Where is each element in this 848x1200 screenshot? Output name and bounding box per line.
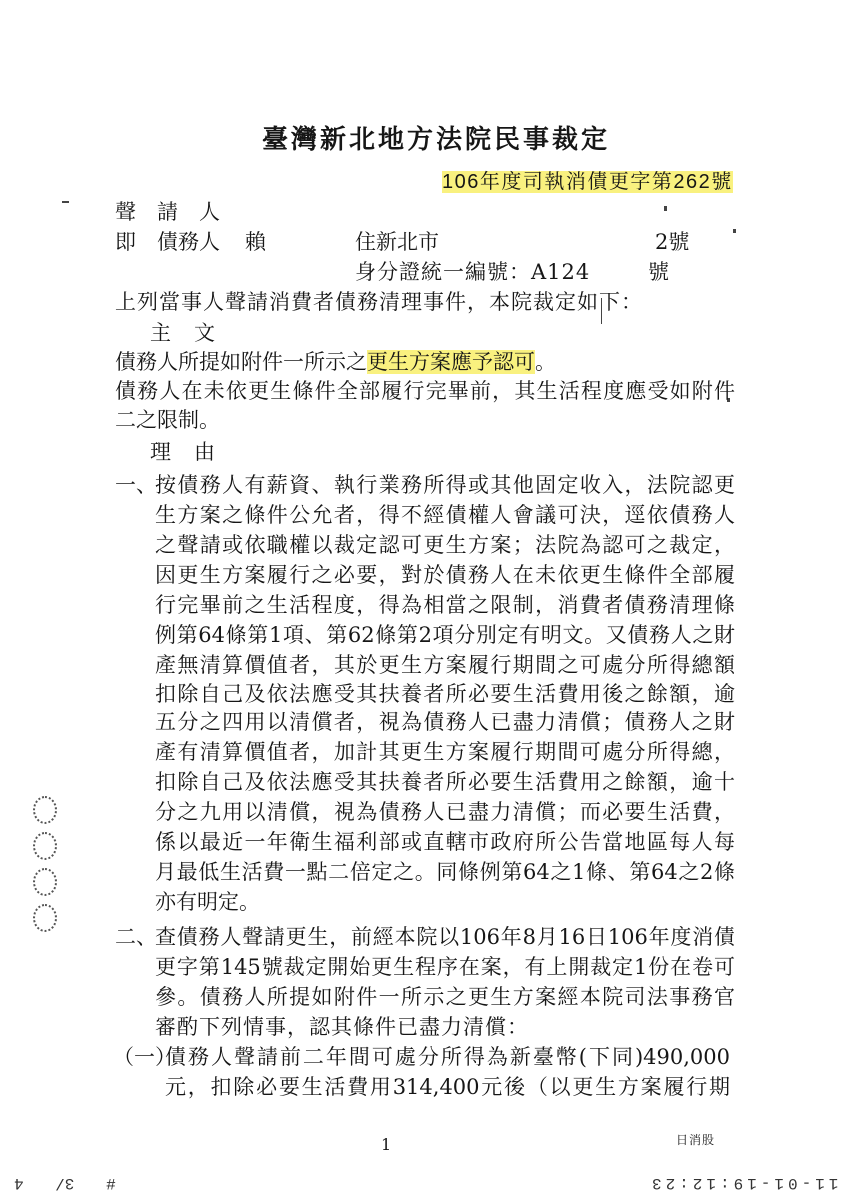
section-1-line: 行完畢前之生活程度，得為相當之限制，消費者債務清理條 <box>155 593 735 617</box>
section-1-line: 按債務人有薪資、執行業務所得或其他固定收入，法院認更 <box>155 473 735 497</box>
order-1-prefix: 債務人所提如附件一所示之 <box>115 350 367 374</box>
section-1-line: 扣除自己及依法應受其扶養者所必要生活費用之餘額，逾十 <box>155 770 735 794</box>
section-1-line: 五分之四用以清償者，視為債務人已盡力清償；債務人之財 <box>155 710 735 734</box>
order-2-line: 二之限制。 <box>115 408 220 432</box>
intro-statement: 上列當事人聲請消費者債務清理事件，本院裁定如下： <box>115 290 643 314</box>
section-1-line: 係以最近一年衛生福利部或直轄市政府所公告當地區每人每 <box>155 830 735 854</box>
section-2-line: 參。債務人所提如附件一所示之更生方案經本院司法事務官 <box>155 985 735 1009</box>
section-1-line: 之聲請或依職權以裁定認可更生方案；法院為認可之裁定， <box>155 533 735 557</box>
item-1-line: 債務人聲請前二年間可處分所得為新臺幣(下同)490,000 <box>165 1045 730 1069</box>
court-division: 日消股 <box>676 1133 716 1147</box>
debtor-name: 賴 <box>245 230 266 254</box>
section-1-line: 產有清算價值者，加計其更生方案履行期間可處分所得總， <box>155 740 735 764</box>
court-title: 臺灣新北地方法院民事裁定 <box>262 125 611 155</box>
section-2-line: 更字第145號裁定開始更生程序在案，有上開裁定1份在卷可 <box>155 955 735 979</box>
punch-hole-mark <box>33 868 57 896</box>
section-1-line: 產無清算價值者，其於更生方案履行期間之可處分所得總額 <box>155 653 735 677</box>
punch-hole-mark <box>33 796 57 824</box>
section-1-line: 亦有明定。 <box>155 890 260 914</box>
fax-page-counter: # 3/ 4 <box>14 1174 116 1192</box>
item-1-line: 元，扣除必要生活費用314,400元後（以更生方案履行期 <box>165 1075 730 1099</box>
scan-speck <box>62 201 69 203</box>
case-number-highlight: 106年度司執消債更字第262號 <box>442 171 733 193</box>
section-1-line: 扣除自己及依法應受其扶養者所必要生活費用後之餘額，逾 <box>155 682 735 706</box>
address-tail: 2號 <box>655 230 690 254</box>
reasons-heading: 理 由 <box>150 440 216 464</box>
main-text-heading: 主 文 <box>150 321 216 345</box>
section-1-line: 分之九用以清償，視為債務人已盡力清償；而必要生活費， <box>155 800 735 824</box>
case-number <box>442 170 733 194</box>
debtor-label: 即 債務人 <box>115 230 220 254</box>
section-1-line: 生方案之條件公允者，得不經債權人會議可決，逕依債務人 <box>155 503 735 527</box>
id-number-label: 身分證統一編號：A124 <box>355 260 591 284</box>
section-2-line: 審酌下列情事，認其條件已盡力清償： <box>155 1015 529 1039</box>
applicant-label: 聲 請 人 <box>115 200 220 224</box>
section-2-marker: 二、 <box>115 925 157 949</box>
fax-timestamp: 11-01-19:12:23 <box>648 1174 839 1192</box>
section-1-marker: 一、 <box>115 473 157 497</box>
order-1 <box>115 347 556 377</box>
id-number-tail: 號 <box>648 260 669 284</box>
page-number: 1 <box>381 1135 392 1154</box>
order-1-highlight: 更生方案應予認可 <box>367 350 535 374</box>
section-1-line: 例第64條第1項、第62條第2項分別定有明文。又債務人之財 <box>155 623 735 647</box>
scan-speck <box>733 229 736 233</box>
section-1-line: 月最低生活費一點二倍定之。同條例第64之1條、第64之2條 <box>155 860 735 884</box>
scan-speck <box>664 206 667 211</box>
punch-hole-mark <box>33 904 57 932</box>
address-label: 住新北市 <box>355 230 439 254</box>
punch-hole-mark <box>33 832 57 860</box>
order-2-line: 債務人在未依更生條件全部履行完畢前，其生活程度應受如附件 <box>115 379 735 403</box>
item-1-marker: （一） <box>113 1045 176 1069</box>
section-1-line: 因更生方案履行之必要，對於債務人在未依更生條件全部履 <box>155 563 735 587</box>
order-1-suffix: 。 <box>535 350 556 374</box>
section-2-line: 查債務人聲請更生，前經本院以106年8月16日106年度消債 <box>155 925 735 949</box>
